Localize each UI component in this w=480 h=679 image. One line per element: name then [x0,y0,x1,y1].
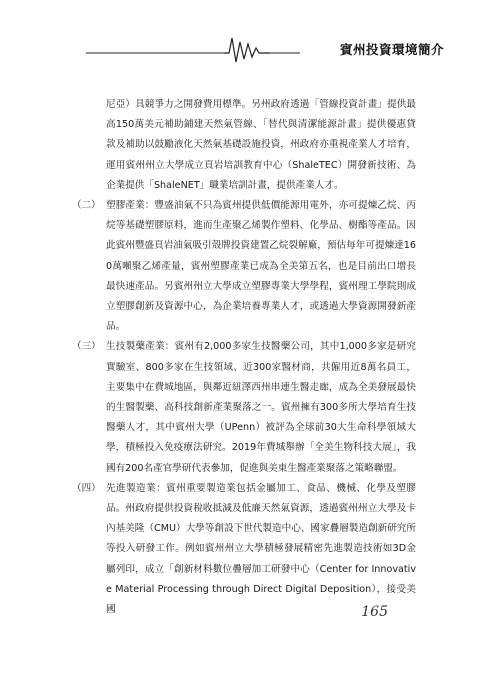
page-header [0,28,480,68]
item-text: 塑膠產業：豐盛油氣不只為賓州提供低價能源用電外，亦可提煉乙烷、丙烷等基礎塑膠原料，進而生產聚乙烯製作塑料、化學品、樹酯等產品。因此賓州豐盛頁岩油氣吸引殼牌投資建置乙烷裂解廠，預估每年可提煉達160萬噸聚乙烯產量，賓州塑膠產業已成為全美第五名，也是目前出口增長最快速產品。另賓州州立大學成立塑膠專業大學學程，賓州理工學院則成立塑膠創新及資源中心，為企業培養專業人才，或透過大學資源開發新產品。 [106,200,416,333]
item-number: （三） [72,341,101,353]
item-number: （四） [72,482,101,494]
list-item [72,337,416,478]
item-text: 生技製藥產業：賓州有2,000多家生技醫藥公司，其中1,000多家是研究實驗室、800多家在生技領域、近300家醫材商，共僱用近8萬名員工，主要集中在費城地區，與鄰近紐澤西州串連生醫走廊，成為全美發展最快的生醫製藥、高科技創新產業聚落之一。賓州擁有300多所大學培育生技醫藥人才，其中賓州大學（UPenn）被評為全球前30大生命科學領域大學，積極投入免疫療法研究。2019年費城舉辦「全美生物科技大展」，我國有200名產官學研代表參加，促進與美東生醫產業聚落之策略聯盟。 [106,341,416,474]
item-text: 先進製造業：賓州重要製造業包括金屬加工、食品、機械、化學及塑膠品。州政府提供投資稅收抵減及低廉天然氣資源，透過賓州州立大學及卡內基美隆（CMU）大學等創設下世代製造中心、國家疊層製造創新研究所等投入研發工作。例如賓州州立大學積極發展精密先進製造技術如3D金屬列印，成立「創新材料數位疊層加工研發中心（Center for Innovative Material Processing through Direct Digital Deposition），接受美國 [106,482,416,616]
page-number: 165 [361,604,388,620]
body-text [72,95,416,620]
item-number: （二） [72,200,101,212]
list-item [72,196,416,337]
list-item [72,479,416,620]
continuation-paragraph: 尼亞）具競爭力之開發費用標準。另州政府透過「管線投資計畫」提供最高150萬美元補助鋪建天然氣管線、「替代與清潔能源計畫」提供優惠貸款及補助以鼓勵液化天然氣基礎設施投資，州政府亦重視產業人才培育，運用賓州州立大學成立頁岩培訓教育中心（ShaleTEC）開發新技術、為企業提供「ShaleNET」職業培訓計畫，提供產業人才。 [106,99,416,191]
section-title: 賓州投資環境簡介 [339,42,444,57]
